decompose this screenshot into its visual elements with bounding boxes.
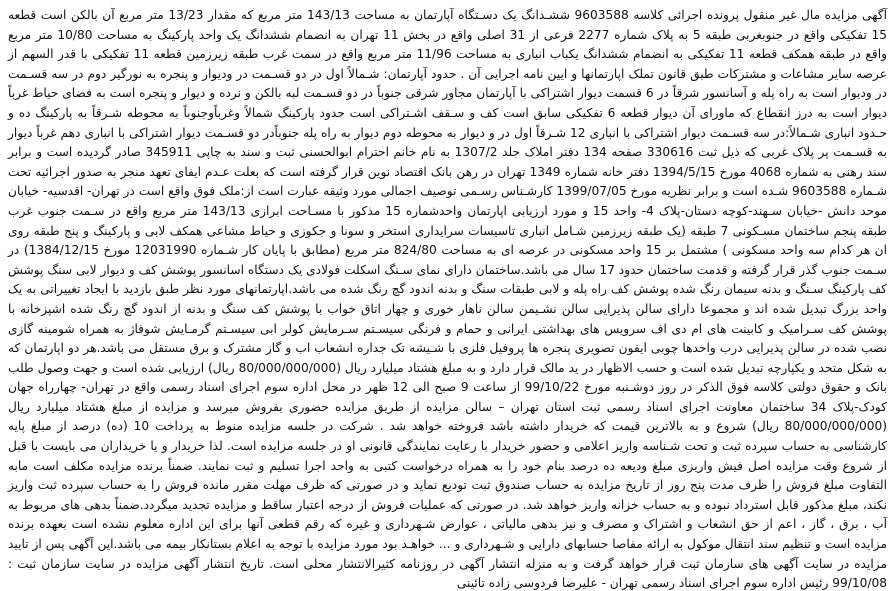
auction-notice-text: آگهی مزایده مال غیر منقول پرونده اجرائی کلاسه 9603588 ششـدانگ یک دسـتگاه آپارتمان به مساحت 143/13 متر مربع که مقدار 13/23 متر مربع آن بالکن است قطعه 15 تفکیکی واقع در جنوبغربی طبقه 5 به پلاک شماره 2277 فرعی از 31 اصلی واقع در بخش 11 تهران به انضمام ششدانگ یک واحد پارکینگ به مساحت 10/80 متر مربع واقع در طبقه همکف قطعه 11 تفکیکی به انضمام ششدانگ یکباب انباری به مساحت 11/96 متر مربع واقع در سمت غرب طبقه زیرزمین قطعه 11 تفکیکی با قدر السهم از عرصه سایر مشاعات و مشترکات طبق قانون تملک اپارتمانها و ایین نامه اجرایی آن . حدود آپارتمان: شـمالاً اول در دو قسـمت در ودیوار و پنجره به نورگیر دوم در سه قسـمت در ودیوار است به راه پله و آسانسور شرقاً در 6 قسمت دیوار اشتراکی با آپارتمان مجاور شرقی جنوباً در دو قسـمت لبه بالکن و نرده و دیوار و پنجره است به فضای حیاط غرباً دیوار است به درز انقطاع که ماورای آن دیوار قطعه 6 تفکیکی سابق است کف و سـقف اشـتراکی است حدود پارکینگ شمالاً وغرباًوجنوباً به محوطه شـرقاً به پارکینگ ده و حـدود انباری شـمالاً:در سه قسـمت دیوار اشتراکی با انباری 12 شـرقاً اول در و دیوار به محوطه دوم دیوار به راه پله جنوباًدر دو قسـمت دیوار اشتراکی با انباری دهم غرباً دیوار به قسـمت پر پلاک غربی که ذیل ثبت 330616 صفحه 134 دفتر املاک جلد 1307/2 به نام خانم احترام ابوالحسنی ثبت و سند به چاپی 345911 صادر گردیده است و برابر سند رهنی به شماره 4068 مورخ 1394/5/15 دفتر خانه شماره 1349 تهران در رهن بانک اقتصاد نوین قرار گرفته است که بعلت عـدم ایفای تعهد منجر به صدور اجرائیه تحت شـماره 9603588 شـده است و برابر نظریه مورخ 1399/07/05 کارشـناس رسـمی توصیف اجمالی مورد وثیقه عبارت است از:ملک فوق واقع است در تهران- اقدسیه- خیابان موحد دانش -خیابان سـهند-کوچه دستان-پلاک 4- واحد 15 و مورد ارزیابی اپارتمان واحدشماره 15 مذکور با مسـاحت ابرازی 143/13 متر مربع واقع در سـمت جنوب غرب طبقه پنجم ساختمان مسـکونی 7 طبقه (یک طبقه زیرزمین شـامل انباری تاسیسات سرایداری استخر و سونا و جکوزی و حیاط مشاعی همکف لابی و پارکینگ و پنج طبقه روی ان هر کدام سه واحد مسکونی ) مشتمل بر 15 واحد مسکونی در عرصه ای به مساحت 824/80 متر مربع (مطابق با پایان کار شـماره 12031990 مورخ 1384/12/15) در سـمت جنوب گذر قرار گرفته و قدمت ساختمان حدود 17 سال می باشد.ساختمان دارای نمای سـنگ اسکلت فولادی یک دستگاه اسانسور پوشش کف و دیوار لابی سنگ پوشش کف پارکینگ سـنگ و بدنه سیمان رنگ شده پوشش کف راه پله و لابی طبقات سنگ و بدنه اندود گچ رنگ شده می باشد.اپارتمانهای مورد نظر طبق بازدید با ایجاد تغییراتی به یک واحد بزرگ تبدیل شده اند و مجموعا دارای سالن پذیرایی سالن نشـیمن سالن ناهار خوری و چهار اتاق خواب با پوشش کف سنگ و بدنه از اندود گچ رنگ شده اشپزخانه با پوشش کف سـرامیک و کابینت های ام دی اف سرویس های بهداشتی ایرانی و حمام و فرنگی سیسـتم سـرمایش کولر ابی سیسـتم گرمـایش شوفاژ به همراه شومینه گازی نصب شده در سالن پذیرایی درب واحدها چوبی ایفون تصویری پنجره ها پروفیل فلزی با شـیشه تک جداره انشعاب اب و گاز مشترک و برق مستقل می باشد.هر دو اپارتمان که به شکل متحد و یکپارچه تبدیل شده است و حسب الاظهار در ید مالک قرار دارد و به مبلغ هشتاد میلیارد ریال (80/000/000/000 ریال) ارزیابی شده است و جهت وصول طلب بانک و حقوق دولتی کلاسه فوق الذکر در روز دوشـنبه مورخ 99/10/22 از ساعت 9 صبح الی 12 ظهر در محل اداره سوم اجرای اسناد رسمی واقع در تهران- چهارراه جهان کودک-پلاک 34 ساختمان معاونت اجرای اسناد رسمی ثبت استان تهران – سالن مزایده از طریق مزایده حضوری بفروش میرسد و مزایده از مبلغ هشتاد میلیارد ریال (80/000/000/000 ریال) شروع و به بالاترین قیمت که خریدار داشته باشد فروخته خواهد شد . شرکت در جلسه مزایده منوط به پرداخت 10 (ده) درصد از مبلغ پایه کارشناسی به حساب سپرده ثبت و تحت شـناسه واریز اعلامی و حضور خریدار با رعایت نمایندگی قانونی او در جلسه مزایده است. لذا خریدار و یا خریداران می بایست با قبل از شروع وقت مزایده اصل فیش واریزی مبلغ ودیعه ده درصد بنام خود را به همراه درخواست کتبی به واحد اجرا تسلیم و ثبت نمایند. ضمناً برنده مزایده مکلف است مابه التفاوت مبلغ فروش را ظرف مدت پنج روز از تاریخ مزایده به حساب صندوق ثبت تودیع نماید و در صورتی که ظرف مهلت مقرر مانده فروش را به حساب سپرده ثبت واریز نکند، مبلغ مذکور قابل استرداد نبوده و به حساب خزانه واریز خواهد شد. در صورتی که عملیات فروش از درجه اعتبار ساقط و مزایده تجدید میگردد.ضمناً بدهی های مربوط به آب ، برق ، گاز ، اعم از حق انشعاب و اشتراک و مصرف و نیز بدهی مالیاتی ، عوارض شـهرداری و غیره که رقم قطعی آنها برای این اداره معلوم نشده است بعهده برنده مزایده است و تنظیم سند انتقال موکول به ارائه مفاصا حسابهای دارایی و شـهرداری و ... خواهـد بود مورد مزایده با توجه به اعلام بستانکار بیمه می باشد.این آگهی پس از تایید مزایده در سایت آگهی های سازمان ثبت قرار خواهد گرفت و به منزله انتشار آگهی در روزنامه کثیرالانتشار محلی است. تاریخ انتشار آگهی مزایده در سایت سازمان ثبت : 99/10/08 رئیس اداره سوم اجرای اسناد رسمی تهران - علیرضا فردوسی زاده تائینی [8, 8, 888, 591]
